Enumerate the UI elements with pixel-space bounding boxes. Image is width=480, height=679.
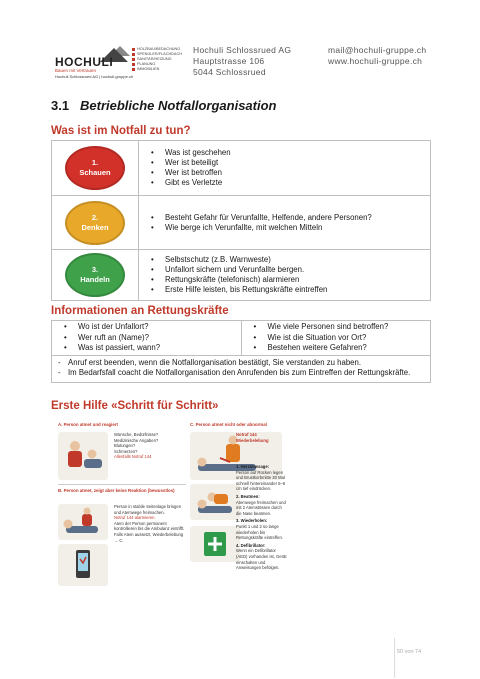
cpr-step: 1. Herzmassage: Person auf Rücken legen und Brustkorbmitte 30 Mal schnell hintereinander 5–6 cm tief eindrücken.: [236, 464, 286, 492]
list-item: • Was ist geschehen: [165, 148, 430, 158]
service-item: HOLZBAU/BEDACHUNG: [132, 47, 182, 52]
rettung-heading: Informationen an Rettungskräfte: [51, 305, 229, 317]
col-b-list: Person in stabile Seitenlage bringen und Atemwege freimachen. Notruf 144 alarmieren. Atem der Person permanent kontrollieren bis die Ambulanz eintrifft. Falls Atem aussetzt, Wiederbelebung → C.: [114, 504, 185, 543]
rettung-note: - Anruf erst beenden, wenn die Notfallorganisation bestätigt, Sie verstanden zu haben.: [56, 358, 426, 369]
list-item: • Wer ist beteiligt: [165, 158, 430, 168]
step-badge-schauen: 1. Schauen: [65, 146, 125, 190]
col-c-title: C. Person atmet nicht oder abnormal: [190, 422, 267, 427]
services-list: [132, 47, 182, 72]
rettung-table: [51, 320, 431, 383]
rettung-note: - Im Bedarfsfall coacht die Notfallorganisation den Anrufenden bis zum Eintreffen der Rettungskräfte.: [56, 368, 426, 379]
logo-tagline: Bauen mit Vertrauen: [55, 68, 97, 73]
cpr-step: 4. Defibrillator: Wenn ein Defibrillator (AED) vorhanden ist, Gerät einschalten und Anweisungen befolgen.: [236, 542, 287, 571]
list-item: • Wie berge ich Verunfallte, mit welchen Mitteln: [165, 223, 430, 233]
list-item: • Rettungskräfte (telefonisch) alarmieren: [165, 275, 430, 285]
rescue-breath-icon: [190, 484, 240, 520]
col-c-top: Notruf 144 Wiederbelebung: [236, 432, 269, 443]
step-badge-handeln: 3. Handeln: [65, 253, 125, 297]
logo-name: HOCHULI: [55, 55, 114, 69]
service-item: PLANUNG: [132, 62, 182, 67]
company-street: Hauptstrasse 106: [193, 56, 265, 66]
first-aid-graphic: [58, 418, 368, 588]
col-c-steps: [236, 464, 288, 571]
list-item: • Gibt es Verletzte: [165, 178, 430, 188]
table-row: [52, 141, 431, 196]
step-list: [139, 213, 430, 233]
col-a-list: Wünsche, Bedürfnisse? Medizinische Angaben? Blutungen? Schmerzen? Allenfalls Notruf 144: [114, 432, 159, 460]
col-b-title: B. Person atmet, zeigt aber keine Reaktion (bewusstlos): [58, 488, 175, 493]
list-item: • Was ist passiert, wann?: [78, 343, 241, 354]
list-item: • Wie ist die Situation vor Ort?: [268, 333, 431, 344]
list-item: • Wie viele Personen sind betroffen?: [268, 322, 431, 333]
list-item: • Besteht Gefahr für Verunfallte, Helfende, andere Personen?: [165, 213, 430, 223]
company-city: 5044 Schlossrued: [193, 67, 266, 77]
section-title: Betriebliche Notfallorganisation: [80, 98, 277, 113]
service-item: IMMOBILIEN: [132, 67, 182, 72]
recovery-position-icon: [58, 504, 108, 540]
col-a-title: A. Person atmet und reagiert: [58, 422, 119, 427]
rettung-list-right: [242, 322, 431, 354]
list-item: • Wo ist der Unfallort?: [78, 322, 241, 333]
service-item: SPENGLER/FLACHDACH: [132, 52, 182, 57]
page-number: 50 von 74: [397, 649, 422, 655]
notfall-table: [51, 140, 431, 301]
list-item: • Erste Hilfe leisten, bis Rettungskräfte eintreffen: [165, 285, 430, 295]
list-item: • Bestehen weitere Gefahren?: [268, 343, 431, 354]
contact-email[interactable]: mail@hochuli-gruppe.ch: [328, 45, 427, 55]
cpr-step: 3. Wiederholen: Punkt 1 und 2 so lange wiederholen bis Rettungskräfte eintreffen.: [236, 518, 283, 541]
list-item: • Wer ist betroffen: [165, 168, 430, 178]
list-item: • Wer ruft an (Name)?: [78, 333, 241, 344]
list-item: • Selbstschutz (z.B. Warnweste): [165, 255, 430, 265]
table-row: [52, 250, 431, 301]
company-contact: [328, 45, 426, 67]
table-row: [52, 321, 431, 356]
phone-call-icon: [58, 544, 108, 586]
footer-divider: [394, 638, 395, 678]
erste-hilfe-heading: Erste Hilfe «Schritt für Schritt»: [51, 400, 219, 412]
step-list: [139, 255, 430, 295]
step-list: [139, 148, 430, 188]
section-number: 3.1: [51, 98, 70, 113]
rettung-list-left: [52, 322, 241, 354]
aed-icon: [190, 526, 240, 562]
contact-web[interactable]: www.hochuli-gruppe.ch: [328, 56, 423, 66]
step-badge-denken: 2. Denken: [65, 201, 125, 245]
company-address: [193, 45, 291, 78]
logo-subline: Hochuli Schlossrued AG | hochuli-gruppe.ch: [55, 74, 134, 79]
table-row: [52, 196, 431, 250]
person-talking-icon: [58, 432, 108, 480]
company-name: Hochuli Schlossrued AG: [193, 45, 292, 55]
divider: [58, 484, 186, 485]
list-item: • Unfallort sichern und Verunfallte bergen.: [165, 265, 430, 275]
cpr-step: 2. Beatmen: Atemwege freimachen und mit 2 Atemstössen durch die Nase beatmen.: [236, 493, 286, 516]
service-item: SANITÄR/HEIZUNG: [132, 57, 182, 62]
table-row: [52, 355, 431, 382]
notfall-heading: Was ist im Notfall zu tun?: [51, 125, 191, 137]
